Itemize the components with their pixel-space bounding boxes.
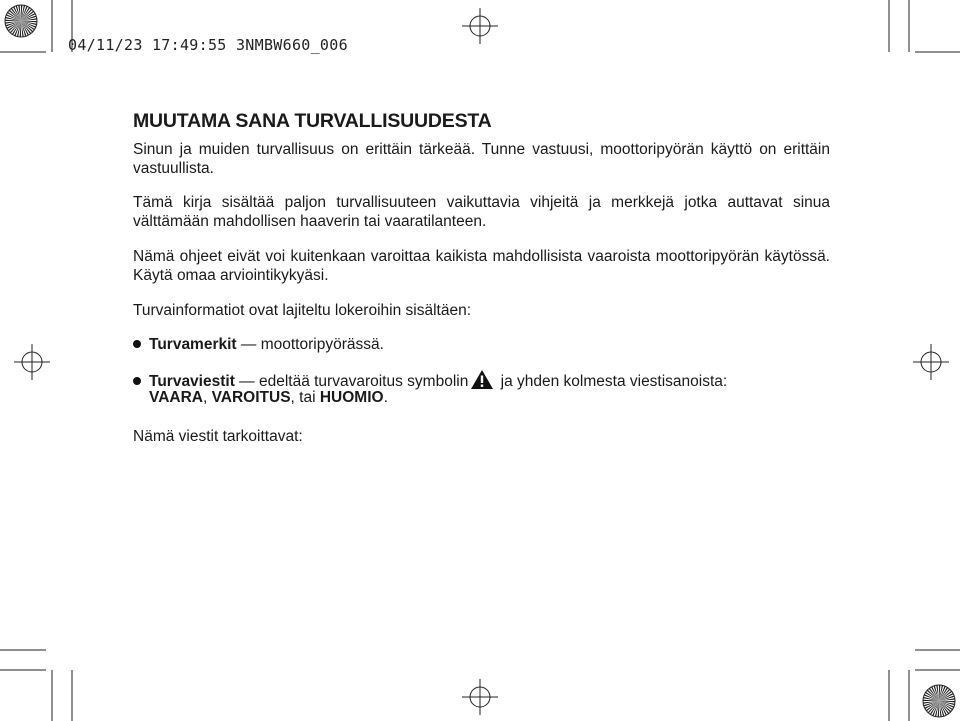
signal-word-warning: VAROITUS <box>211 389 291 406</box>
registration-mark-icon <box>913 344 949 380</box>
separator: . <box>383 389 388 406</box>
paragraph-limitations: Nämä ohjeet eivät voi kuitenkaan varoittaa kaikista mahdollisista vaaroista moottoripyörän käytössä. Käytä omaa arviointikykyäsi. <box>133 248 830 284</box>
registration-mark-icon <box>14 344 50 380</box>
signal-words <box>149 388 388 407</box>
warning-triangle-icon <box>471 370 493 389</box>
list-item <box>133 335 384 354</box>
separator: , <box>202 389 212 406</box>
paragraph-meanings: Nämä viestit tarkoittavat: <box>133 428 303 445</box>
signal-word-caution: HUOMIO <box>319 389 384 406</box>
registration-mark-icon <box>462 679 498 715</box>
separator: , tai <box>290 389 320 406</box>
paragraph-intro: Sinun ja muiden turvallisuus on erittäin tärkeää. Tunne vastuusi, moottoripyörän käyttö on erittäin vastuullista. <box>133 141 830 177</box>
registration-mark-icon <box>462 8 498 44</box>
bullet-term: Turvaviestit <box>149 373 235 390</box>
starburst-target-icon <box>4 4 38 38</box>
bullet-text: — moottoripyörässä. <box>236 336 384 353</box>
bullet-dot-icon <box>133 340 141 348</box>
signal-word-danger: VAARA <box>149 389 203 406</box>
bullet-dot-icon <box>133 377 141 385</box>
bullet-term: Turvamerkit <box>149 336 237 353</box>
bullet-text: — edeltää turvavaroitus symbolin <box>234 373 469 390</box>
bullet-text-continued: ja yhden kolmesta viestisanoista: <box>496 373 728 390</box>
print-stamp: 04/11/23 17:49:55 3NMBW660_006 <box>68 36 348 54</box>
starburst-target-icon <box>922 684 956 718</box>
paragraph-book-contents: Tämä kirja sisältää paljon turvallisuuteen vaikuttavia vihjeitä ja merkkejä jotka auttavat sinua välttämään mahdollisen haaverin tai vaaratilanteen. <box>133 194 830 230</box>
paragraph-categories: Turvainformatiot ovat lajiteltu lokeroihin sisältäen: <box>133 302 472 319</box>
section-title: MUUTAMA SANA TURVALLISUUDESTA <box>133 110 492 132</box>
